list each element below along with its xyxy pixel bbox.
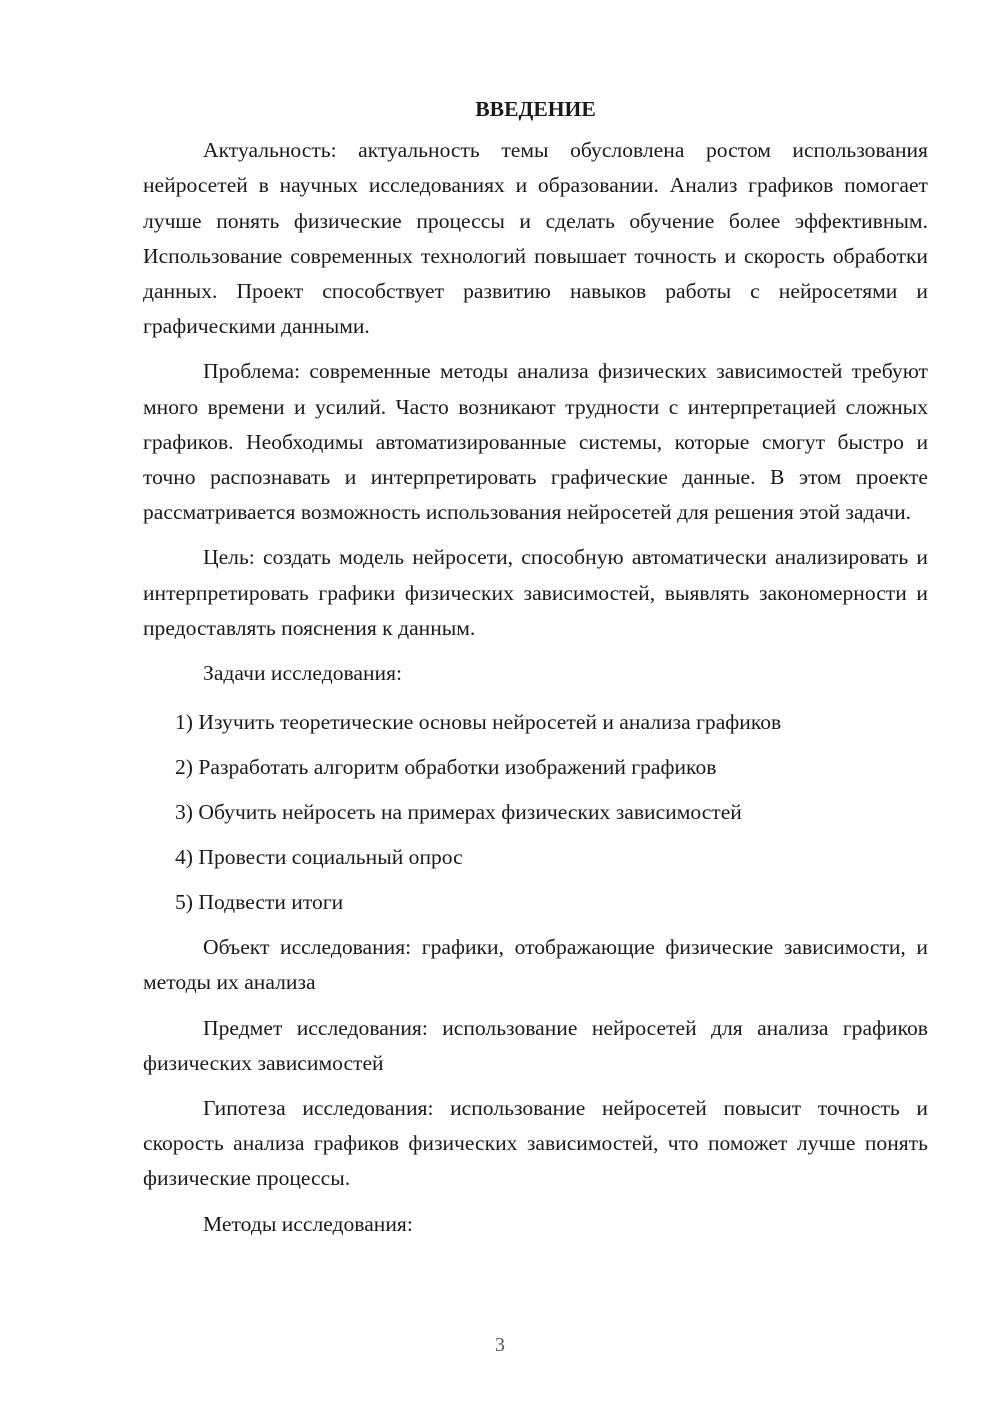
- tasks-heading: Задачи исследования:: [203, 661, 403, 686]
- goal-paragraph: Цель: создать модель нейросети, способную автоматически анализировать и интерпретировать графики физических зависимостей, выявлять закономерности и предоставлять пояснения к данным.: [143, 545, 928, 640]
- list-item: 3) Обучить нейросеть на примерах физических зависимостей: [175, 800, 742, 825]
- list-item: 4) Провести социальный опрос: [175, 845, 463, 870]
- list-item: 1) Изучить теоретические основы нейросетей и анализа графиков: [175, 710, 782, 735]
- page-title: ВВЕДЕНИЕ: [475, 97, 596, 121]
- subject-paragraph: Предмет исследования: использование нейросетей для анализа графиков физических зависимостей: [143, 1015, 928, 1075]
- relevance-paragraph: Актуальность: актуальность темы обусловлена ростом использования нейросетей в научных исследованиях и образовании. Анализ графиков помогает лучше понять физические процессы и сделать обучение более эффективным. Использование современных технологий повышает точность и скорость обработки данных. Проект способствует развитию навыков работы с нейросетями и графическими данными.: [143, 138, 928, 339]
- methods-heading: Методы исследования:: [203, 1211, 413, 1236]
- hypothesis-paragraph: Гипотеза исследования: использование нейросетей повысит точность и скорость анализа графиков физических зависимостей, что поможет лучше понять физические процессы.: [143, 1096, 928, 1191]
- tasks-list: [143, 705, 928, 920]
- document-page: [143, 92, 928, 1252]
- page-number: 3: [495, 1334, 505, 1356]
- problem-paragraph: Проблема: современные методы анализа физических зависимостей требуют много времени и усилий. Часто возникают трудности с интерпретацией сложных графиков. Необходимы автоматизированные системы, которые смогут быстро и точно распознавать и интерпретировать графические данные. В этом проекте рассматривается возможность использования нейросетей для решения этой задачи.: [143, 359, 928, 525]
- list-item: 2) Разработать алгоритм обработки изображений графиков: [175, 755, 717, 780]
- list-item: 5) Подвести итоги: [175, 890, 344, 915]
- object-paragraph: Объект исследования: графики, отображающие физические зависимости, и методы их анализа: [143, 935, 928, 995]
